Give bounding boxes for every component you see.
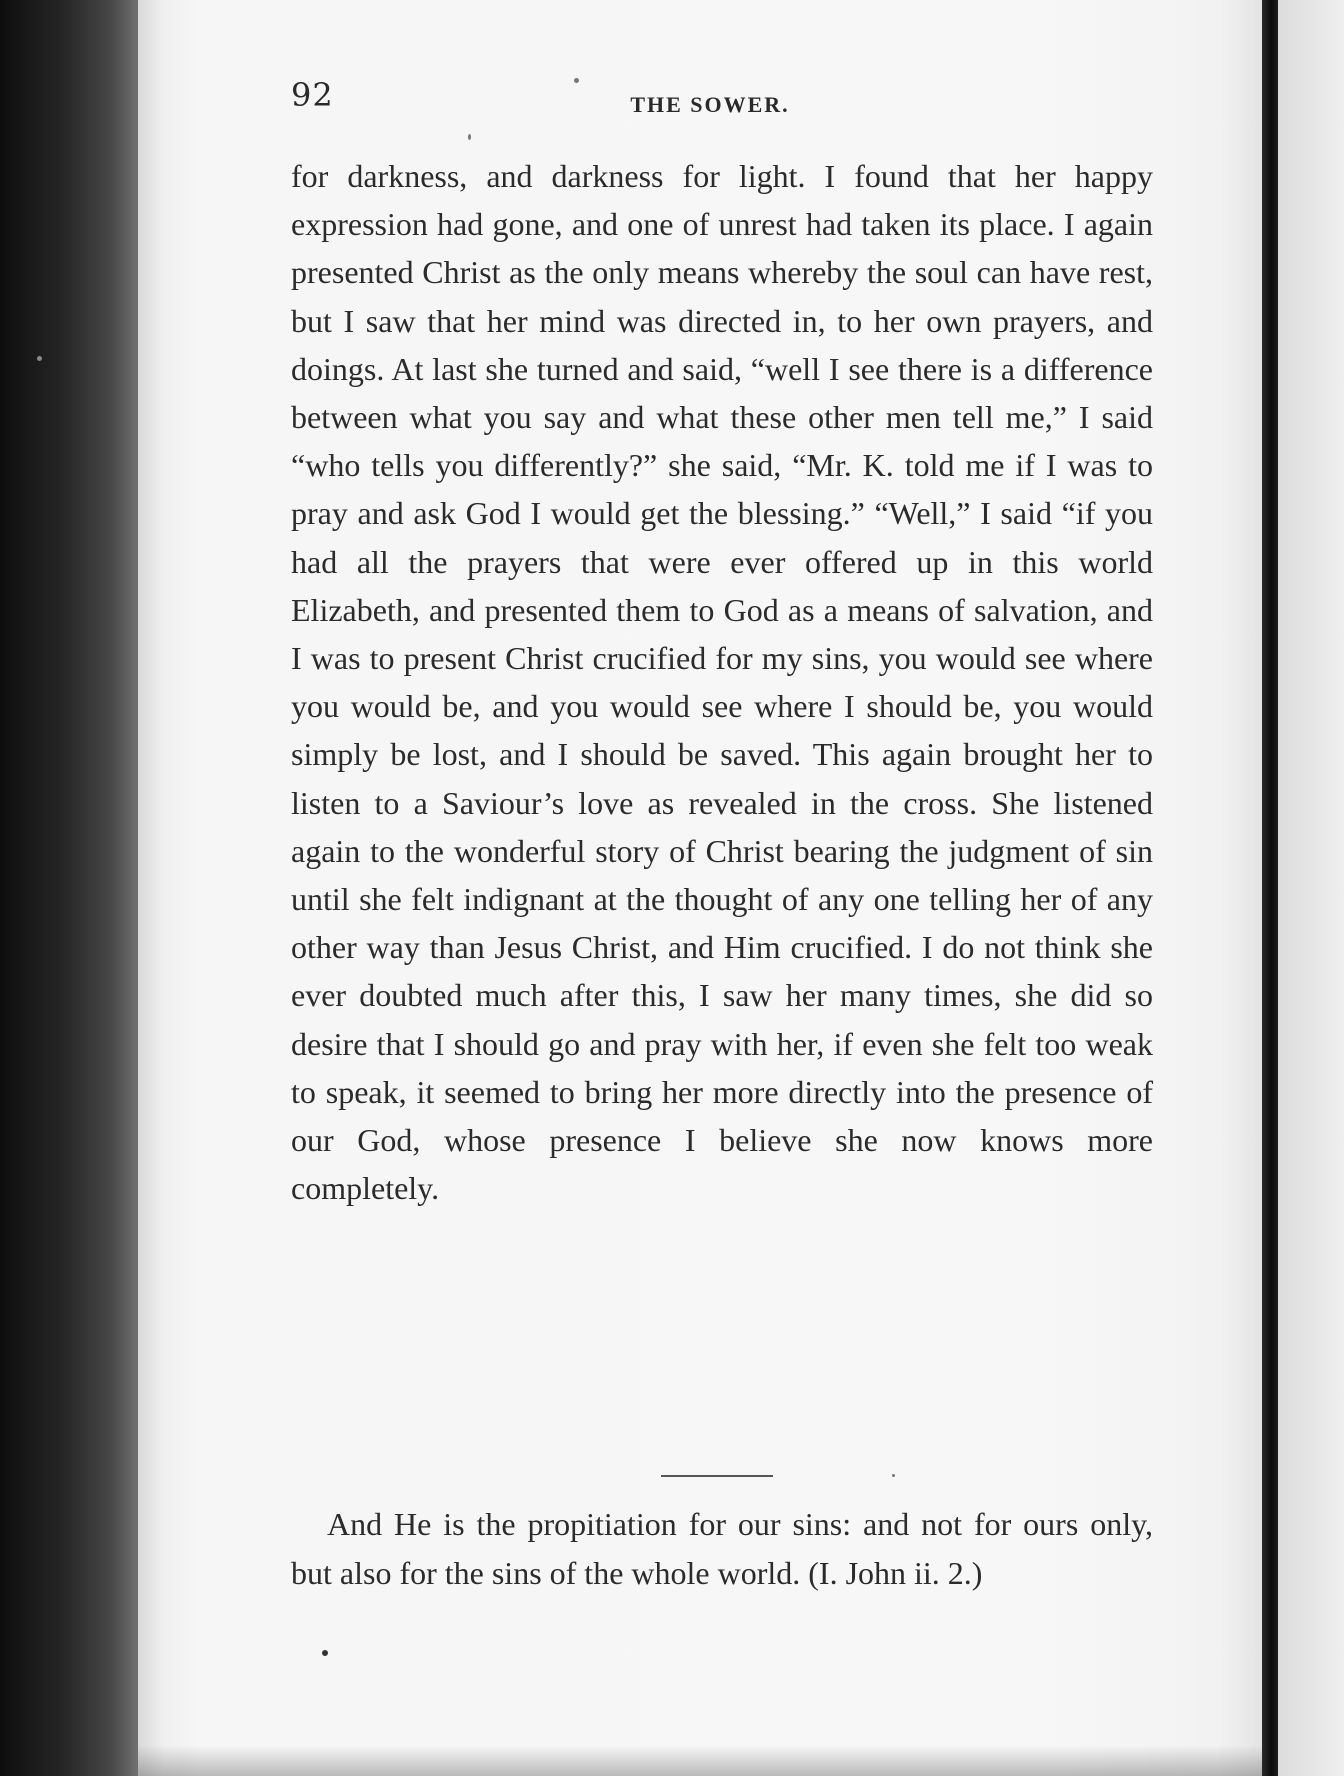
section-divider	[661, 1475, 773, 1477]
page-number: 92	[291, 76, 334, 114]
ink-speck	[322, 1650, 328, 1656]
body-paragraph: for darkness, and darkness for light. I found that her happy expression had gone, and one of unrest had taken its place. I again presented Christ as the only means whereby the soul can have rest, but I saw that her mind was directed in, to her own prayers, and doings. At last she turned and said, “well I see there is a difference between what you say and what these other men tell me,” I said “who tells you differently?” she said, “Mr. K. told me if I was to pray and ask God I would get the blessing.” “Well,” I said “if you had all the prayers that were ever offered up in this world Elizabeth, and presented them to God as a means of salvation, and I was to present Christ crucified for my sins, you would see where you would be, and you would see where I should be, you would simply be lost, and I should be saved. This again brought her to listen to a Saviour’s love as revealed in the cross. She listened again to the wonderful story of Christ bearing the judgment of sin until she felt indignant at the thought of any one telling her of any other way than Jesus Christ, and Him crucified. I do not think she ever doubted much after this, I saw her many times, she did so desire that I should go and pray with her, if even she felt too weak to speak, it seemed to bring her more directly into the presence of our God, whose presence I believe she now knows more completely.	[291, 158, 1153, 1207]
ink-speck	[574, 78, 579, 83]
scripture-verse: And He is the propitiation for our sins: and not for ours only, but also for the sins of the whole world. (I. John ii. 2.)	[291, 1506, 1153, 1591]
facing-page-edge	[1278, 0, 1344, 1776]
bottom-edge-shadow	[138, 1745, 1262, 1776]
center-gutter	[1262, 0, 1278, 1776]
left-binding-shadow	[0, 0, 138, 1776]
running-head: THE SOWER.	[630, 92, 790, 117]
ink-speck	[892, 1474, 895, 1477]
ink-speck	[468, 134, 471, 140]
ink-speck	[37, 356, 42, 361]
